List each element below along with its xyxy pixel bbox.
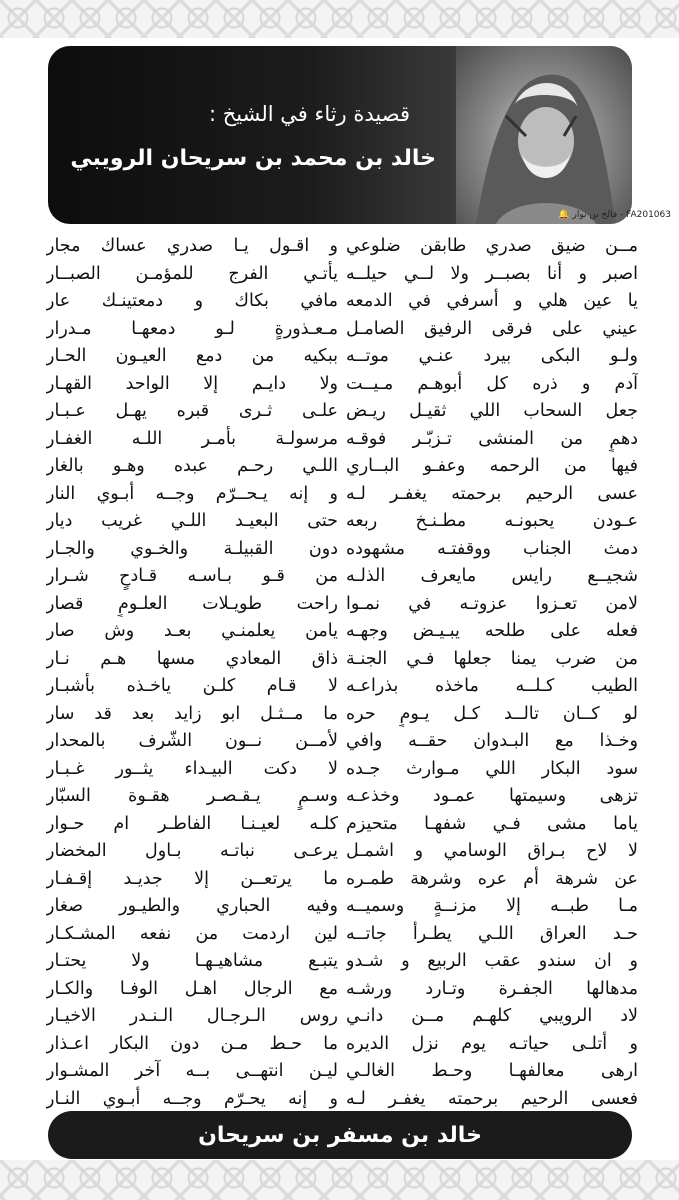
poem-verse-line: اللـي رحـم عبده وهـو بالغار: [46, 456, 338, 476]
poem-verse-line: لا لاح بـراق الوسامي و اشمـل: [346, 841, 638, 861]
poem-verse-line: جعل السحاب اللي ثقيـل ريـض: [346, 401, 638, 421]
poem-verse-line: ليـن انتهــى بــه آخر المشـوار: [46, 1061, 338, 1081]
header-banner: [48, 46, 632, 224]
poem-verse-line: دون القبيلـة والخـوي والجـار: [46, 538, 338, 559]
poem-verse-line: عيني على فرقى الرفيق الصامـل: [346, 318, 638, 339]
poem-verse-line: ما يرتعــن إلا جديـد إقـفـار: [46, 868, 338, 889]
poem-verse-line: ما حـط مـن دون البكار اعـذار: [46, 1033, 338, 1054]
poem-verse-line: و أتلـى حياتـه يوم نزل الديره: [346, 1033, 638, 1054]
poem-verse-line: فعسى الرحيم برحمته يغفـر لـه: [346, 1088, 638, 1109]
poem-verse-line: لا قـام كلـن ياخـذه بأشبـار: [46, 676, 338, 696]
poem-verse-line: لو كــان تالــد كـل يـومٍ حره: [346, 703, 638, 724]
poem-verse-line: لاد الرويبي كلهـم مــن دانـي: [346, 1006, 638, 1026]
poem-column-right: [346, 232, 638, 1112]
photo-credit: [558, 210, 671, 220]
credit-text: FA201063 - فالح بن نوار: [572, 210, 671, 220]
poem-verse-line: روس الـرجـال الـنـدر الاخيـار: [46, 1006, 338, 1026]
poem-verse-line: مرسولـة بأمـر اللـه الغفـار: [46, 428, 338, 449]
poem-verse-line: يا عين هلي و أسرفي في الدمعه: [346, 291, 638, 311]
poem-verse-line: مـا طبــه إلا مزنــةٍ وسميــه: [346, 896, 638, 916]
poem-verse-line: عن شرهة أم عره وشرهة طمـره: [346, 868, 638, 889]
poem-verse-line: ذاق المعادي مسها هـم نـار: [46, 648, 338, 669]
poem-verse-line: ما مــثـل ابو زايد بعد قد سار: [46, 703, 338, 724]
poem-verse-line: سود البكار اللي مـوارث جـده: [346, 758, 638, 779]
poem-verse-line: اصبر و أنا بصبــر ولا لــي حيلــه: [346, 263, 638, 284]
poem-verse-line: يتبـع مشاهيـهـا ولا يحتـار: [46, 951, 338, 971]
poem-verse-line: فعله على طلحه يبـيـض وجهـه: [346, 621, 638, 641]
poet-name-banner: [48, 1111, 632, 1159]
poem-verse-line: وسـمٍ يـقـصـر هقـوة السبّار: [46, 786, 338, 806]
poem-column-left: [46, 232, 338, 1112]
poem-verse-line: لا دكت البيـداء يثــور غـبـار: [46, 758, 338, 779]
poem-verse-line: دمث الجناب ووقفتـه مشهوده: [346, 538, 638, 559]
poem-verse-line: دهمٍ من المنشى تـزبّـر فوقـه: [346, 428, 638, 449]
poem-verse-line: يأتـي الفرج للمؤمـن الصبــار: [46, 263, 338, 284]
bell-icon: 🔔: [558, 210, 570, 220]
poem-verse-line: مافي بكاك و دمعتينـك عار: [46, 291, 338, 311]
poem-verse-line: آدم و ذره كل أبوهـم مـيــت: [346, 373, 638, 394]
poem-verse-line: و إنه يحـرّم وجــه أبـوي النـار: [46, 1088, 338, 1109]
poem-verse-line: الطيب كـلــه ماخذه بذراعـه: [346, 676, 638, 696]
poem-verse-line: ياما مشى فـي شفهـا متحيزم: [346, 813, 638, 834]
poem-verse-line: راحت طويـلات العلـومٍ قصار: [46, 593, 338, 614]
poem-verse-line: كلـه لعيـنـا الفاطـر ام حـوار: [46, 813, 338, 834]
poem-verse-line: شجيــع رايس مايعرف الذلـه: [346, 566, 638, 586]
poem-verse-line: و إنه يـحــرّم وجــه أبـوي النار: [46, 483, 338, 504]
poem-verse-line: لين اردمت من نفعه المشـكـار: [46, 923, 338, 944]
poem-verse-line: ارهى معالفهـا وحـط الغالـي: [346, 1061, 638, 1081]
decorative-pattern-top: [0, 0, 679, 38]
poem-verse-line: و ان سندو عقب الربيع و شـدو: [346, 951, 638, 971]
poem-verse-line: لامن تعـزوا عزوتـه في نمـوا: [346, 593, 638, 614]
poem-verse-line: ولا دايـم إلا الواحد القهـار: [46, 373, 338, 394]
poem-verse-line: مع الرجال اهـل الوفـا والكـار: [46, 978, 338, 999]
poem-verse-line: مــن ضيق صدري طابقن ضلوعي: [346, 236, 638, 256]
poet-name: خالد بن مسفر بن سريحان: [198, 1122, 482, 1148]
poem-verse-line: يرعـى نباتـه بـاول المخضار: [46, 841, 338, 861]
decorative-pattern-bottom: [0, 1160, 679, 1200]
poem-verse-line: ببكيه من دمع العيـون الحـار: [46, 346, 338, 366]
poem-verse-line: حـد العراق اللـي يطـرأ جاتــه: [346, 923, 638, 944]
poem-verse-line: مـعـذورةٍ لـو دمعهـا مـدرار: [46, 318, 338, 339]
poem-verse-line: وخـذا مع البـدوان حقــه وافي: [346, 731, 638, 751]
poem-body: [46, 232, 638, 1112]
poem-verse-line: عـودن يحبونـه مطـنـخ ربعه: [346, 511, 638, 531]
poem-title-line-1: قصيدة رثاء في الشيخ :: [208, 102, 410, 126]
poem-verse-line: ولـو البكى بيرد عنـي موتــه: [346, 346, 638, 366]
poem-verse-line: من قـو بـاسـه قـادحٍ شـرار: [46, 566, 338, 586]
poem-verse-line: لأمــن نــون الشّرف بالمحدار: [46, 731, 338, 751]
poem-verse-line: فيها من الرحمه وعفـو البــاري: [346, 456, 638, 476]
poem-verse-line: مدهالها الجفـرة وتـارد ورشـه: [346, 978, 638, 999]
portrait-photo-icon: [456, 46, 632, 224]
poem-verse-line: عسى الرحيم برحمته يغفـر لـه: [346, 483, 638, 504]
poem-verse-line: من ضرب يمنا جعلها فـي الجنـة: [346, 648, 638, 669]
poem-verse-line: تزهى وسيمتها عمـود وخذعـه: [346, 786, 638, 806]
poem-title-line-2: خالد بن محمد بن سريحان الرويبي: [70, 146, 436, 171]
poem-verse-line: حتى البعيـد اللـي غريب ديار: [46, 511, 338, 531]
poem-verse-line: و اقـول يـا صدري عساك مجار: [46, 236, 338, 256]
poem-verse-line: وفيه الحباري والطيـور صغار: [46, 896, 338, 916]
poem-verse-line: يامن يعلمنـي بعـد وش صار: [46, 621, 338, 641]
poem-verse-line: علـى ثـرى قبره يهـل عـبـار: [46, 401, 338, 421]
